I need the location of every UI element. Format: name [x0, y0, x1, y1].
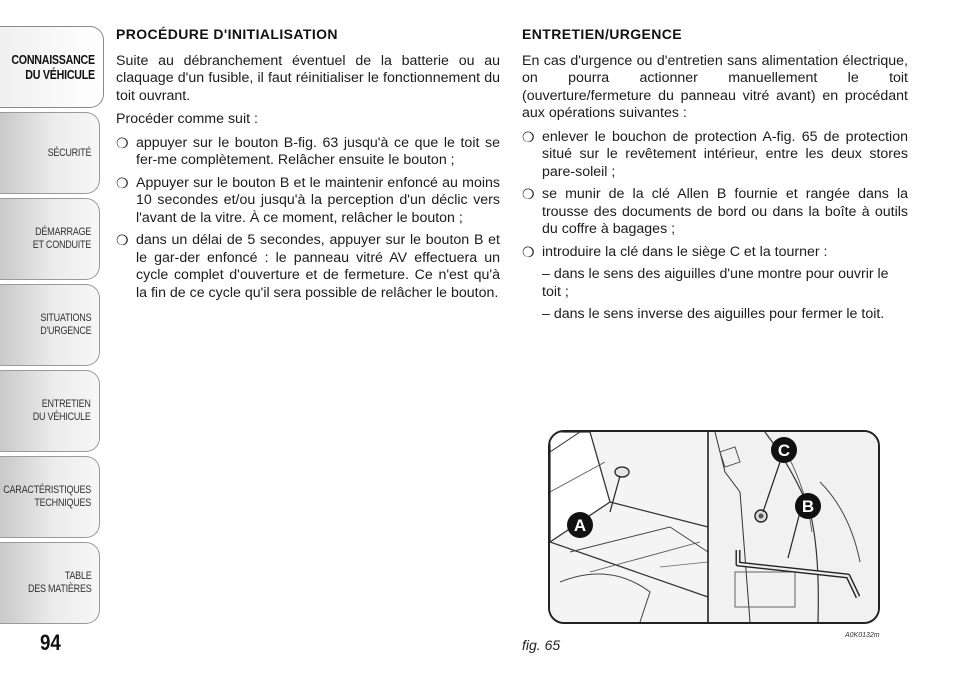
callout-a-label: A [573, 516, 587, 535]
section-heading: ENTRETIEN/URGENCE [522, 26, 683, 42]
tab-connaissance-du-vehicule[interactable] [0, 26, 104, 108]
figure-caption: fig. 65 [522, 637, 561, 653]
list-item-text: dans un délai de 5 secondes, appuyer sur le bouton B et le gar-der enfoncé : le panneau vitré AV effectuera un cycle complet d'ouverture et de fermeture. Ce n'est qu'à la fin de ce cycle qu'il sera possible de relâcher le bouton. [136, 232, 500, 301]
list-item-text: enlever le bouchon de protection A-fig. 65 de protection situé sur le revêtement intérieur, entre les deux stores pare-soleil ; [542, 128, 908, 180]
list-item [522, 244, 908, 262]
tab-label: CARACTÉRISTIQUES TECHNIQUES [3, 484, 91, 509]
tab-label: SÉCURITÉ [47, 146, 91, 159]
tab-demarrage-et-conduite[interactable] [0, 198, 100, 280]
circle-bullet-icon: ❍ [522, 186, 535, 202]
list-item-text: appuyer sur le bouton B-fig. 63 jusqu'à ce que le toit se fer-me complètement. Relâcher ensuite le bouton ; [136, 134, 500, 168]
circle-bullet-icon: ❍ [522, 128, 535, 145]
page-number: 94 [40, 630, 61, 655]
tab-label: SITUATIONS D'URGENCE [39, 312, 91, 337]
sub-list-item: – dans le sens inverse des aiguilles pour fermer le toit. [542, 306, 885, 322]
callout-c-label: C [777, 441, 791, 460]
circle-bullet-icon: ❍ [522, 243, 535, 260]
tab-entretien-du-vehicule[interactable] [0, 370, 100, 452]
section-heading: PROCÉDURE D'INITIALISATION [116, 26, 338, 42]
list-item [116, 232, 500, 302]
circle-bullet-icon: ❍ [116, 174, 129, 191]
intro-paragraph: En cas d'urgence ou d'entretien sans alimentation électrique, on pourra actionner manuellement le toit (ouverture/fermeture du panneau vitré avant) en procédant aux opérations suivantes : [522, 52, 908, 121]
list-item [522, 186, 908, 239]
figure-65-illustration [548, 430, 880, 624]
list-item [522, 129, 908, 182]
callout-b-label: B [801, 497, 815, 516]
tab-caracteristiques-techniques[interactable] [0, 456, 100, 538]
tab-securite[interactable] [0, 112, 100, 194]
tab-label: DÉMARRAGE ET CONDUITE [32, 226, 91, 251]
list-item-text: Appuyer sur le bouton B et le maintenir enfoncé au moins 10 secondes et/ou jusqu'à la perception d'un déclic vers l'avant de la vitre. À ce moment, relâcher le bouton ; [136, 174, 500, 226]
tab-table-des-matieres[interactable] [0, 542, 100, 624]
lead-paragraph: Procéder comme suit : [116, 111, 258, 127]
list-item-text: introduire la clé dans le siège C et la tourner : [542, 243, 828, 260]
intro-paragraph: Suite au débranchement éventuel de la batterie ou au claquage d'un fusible, il faut réinitialiser le fonctionnement du toit ouvrant. [116, 52, 500, 104]
list-item-text: se munir de la clé Allen B fournie et rangée dans la trousse des documents de bord ou dans la boîte à outils du coffre à bagages ; [542, 186, 908, 237]
circle-bullet-icon: ❍ [116, 232, 129, 248]
tab-label: TABLE DES MATIÈRES [27, 570, 91, 595]
entretien-urgence-section [522, 26, 908, 329]
figure-code: A0K0132m [845, 632, 880, 639]
tab-situations-d-urgence[interactable] [0, 284, 100, 366]
initialisation-section [116, 26, 500, 307]
list-item [116, 175, 500, 228]
list-item [116, 135, 500, 170]
tab-label: ENTRETIEN DU VÉHICULE [33, 398, 91, 423]
sub-list-item: – dans le sens des aiguilles d'une montre pour ouvrir le toit ; [542, 266, 889, 300]
roof-illustration [550, 432, 878, 622]
circle-bullet-icon: ❍ [116, 134, 129, 151]
tab-label: CONNAISSANCE DU VÉHICULE [11, 52, 95, 82]
